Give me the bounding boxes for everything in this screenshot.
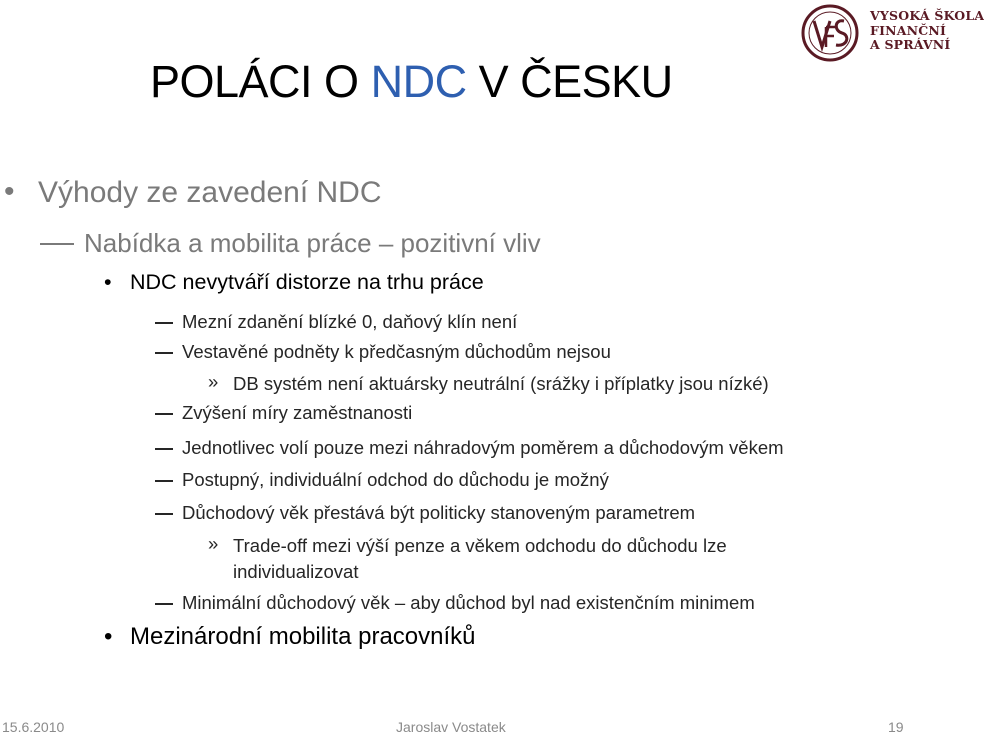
sub-bullet-icon: » bbox=[208, 533, 219, 554]
dash-icon bbox=[155, 322, 173, 324]
bullet-text: Postupný, individuální odchod do důchodu je možný bbox=[182, 469, 609, 490]
dash-icon bbox=[155, 352, 173, 354]
bullet-text: Mezinárodní mobilita pracovníků bbox=[130, 623, 476, 650]
dash-icon bbox=[155, 603, 173, 605]
bullet-icon: • bbox=[4, 175, 15, 208]
bullet-text: Nabídka a mobilita práce – pozitivní vliv bbox=[84, 228, 541, 258]
school-name-line-3: A SPRÁVNÍ bbox=[870, 37, 951, 52]
title-part-1: POLÁCI O bbox=[150, 56, 359, 107]
sub-bullet-icon: » bbox=[208, 371, 219, 392]
bullet-text: DB systém není aktuársky neutrální (srážky i příplatky jsou nízké) bbox=[233, 373, 769, 394]
school-name-line-1: VYSOKÁ ŠKOLA bbox=[870, 8, 984, 23]
bullet-text: Důchodový věk přestává být politicky stanoveným parametrem bbox=[182, 502, 696, 523]
school-name-line-2: FINANČNÍ bbox=[870, 22, 947, 38]
footer-date: 15.6.2010 bbox=[2, 719, 65, 735]
dash-icon bbox=[155, 448, 173, 450]
footer-author: Jaroslav Vostatek bbox=[396, 719, 506, 735]
bullet-text: Mezní zdanění blízké 0, daňový klín není bbox=[182, 311, 518, 332]
bullet-icon: • bbox=[104, 623, 113, 650]
dash-icon bbox=[155, 480, 173, 482]
title-part-2: V ČESKU bbox=[478, 56, 673, 107]
footer-page-number: 19 bbox=[888, 719, 904, 735]
school-logo bbox=[800, 3, 984, 63]
bullet-text: Trade-off mezi výší penze a věkem odchodu do důchodu lze individualizovat bbox=[233, 535, 727, 582]
dash-icon bbox=[155, 413, 173, 415]
vsfs-monogram-icon bbox=[800, 3, 864, 63]
bullet-text: Výhody ze zavedení NDC bbox=[38, 176, 382, 209]
school-name bbox=[870, 9, 984, 53]
dash-icon bbox=[155, 513, 173, 515]
bullet-text: Jednotlivec volí pouze mezi náhradovým poměrem a důchodovým věkem bbox=[182, 437, 784, 458]
bullet-text: NDC nevytváří distorze na trhu práce bbox=[130, 270, 484, 294]
title-accent: NDC bbox=[370, 56, 467, 107]
bullet-text: Zvýšení míry zaměstnanosti bbox=[182, 402, 413, 423]
bullet-text: Minimální důchodový věk – aby důchod byl nad existenčním minimem bbox=[182, 592, 755, 613]
slide-title bbox=[150, 56, 673, 108]
bullet-icon: • bbox=[104, 270, 112, 294]
bullet-text: Vestavěné podněty k předčasným důchodům nejsou bbox=[182, 341, 611, 362]
dash-icon bbox=[40, 243, 74, 245]
